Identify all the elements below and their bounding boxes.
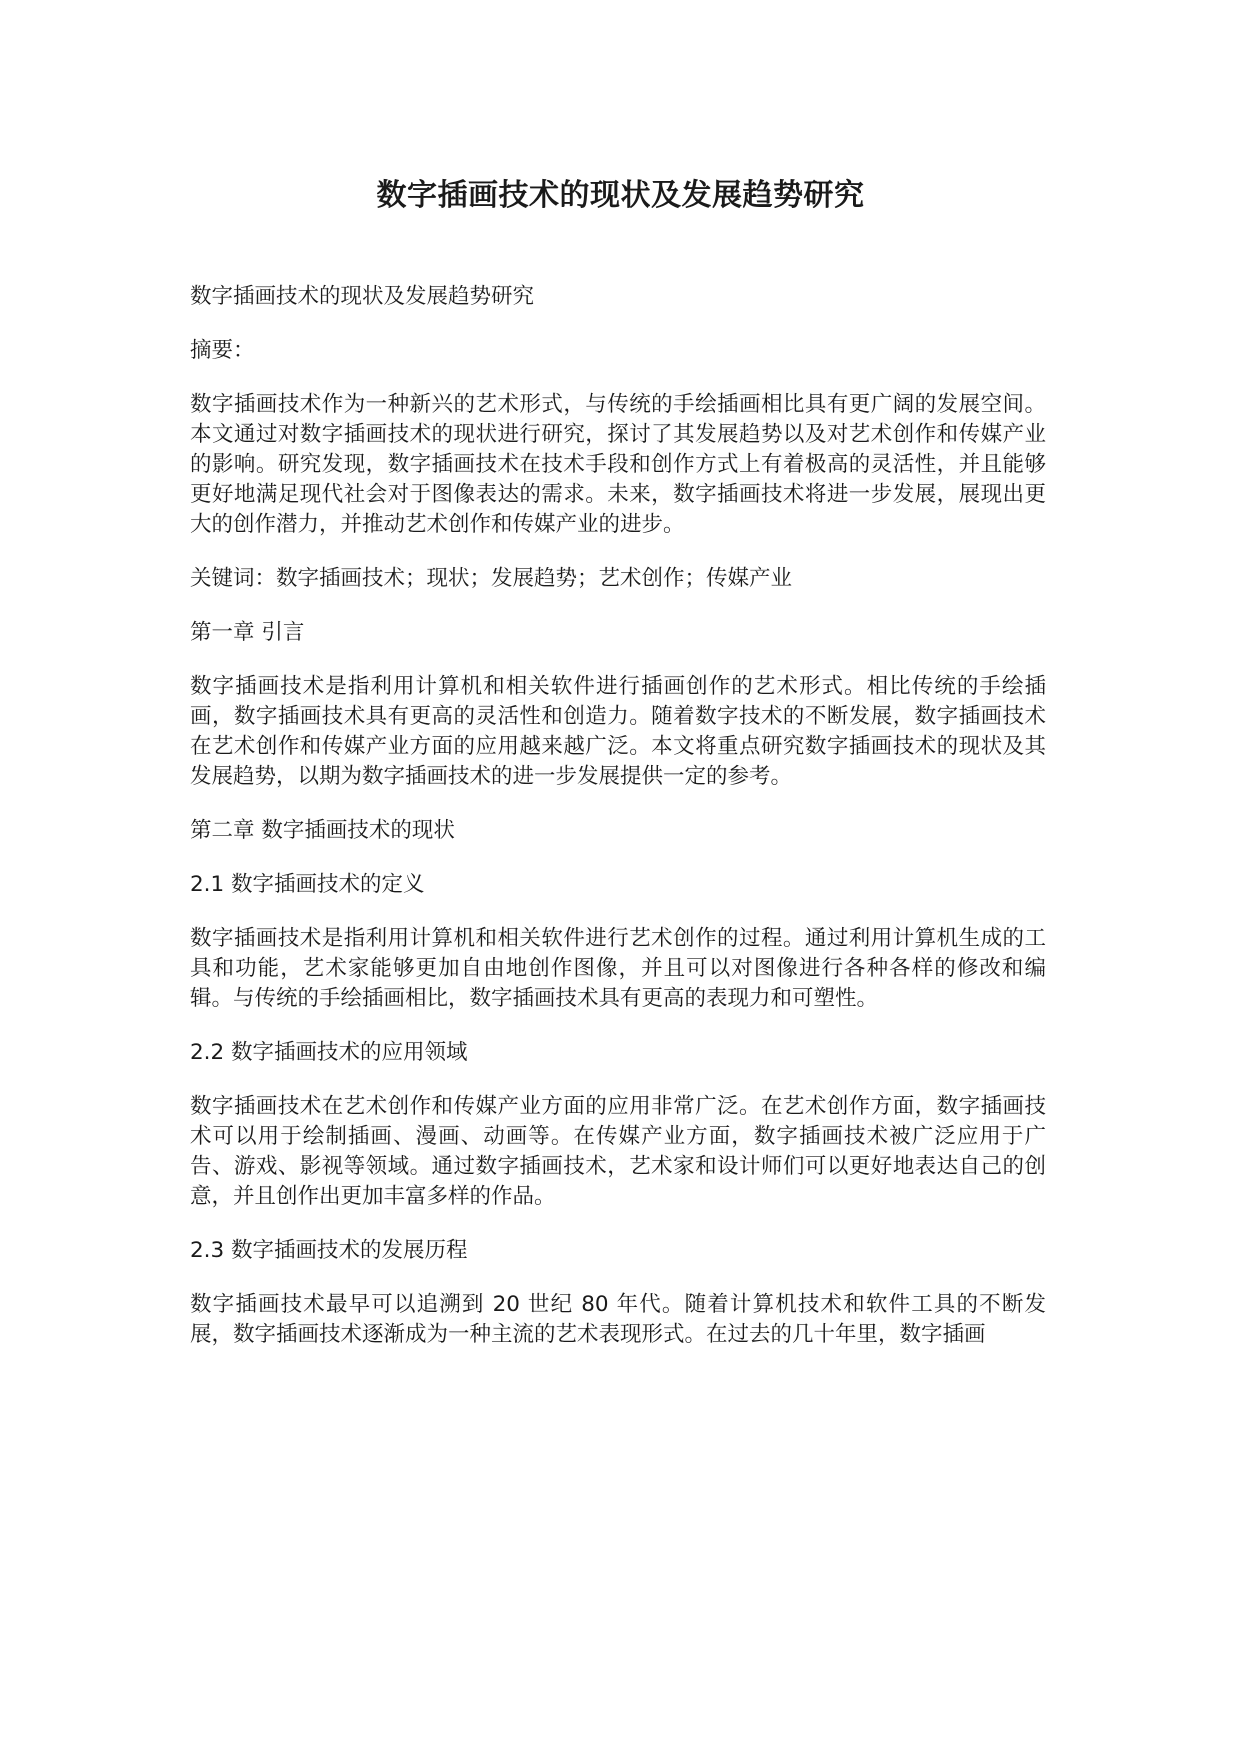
paragraph-subtitle: 数字插画技术的现状及发展趋势研究: [190, 284, 535, 309]
paragraph-abstract-heading: 摘要：: [190, 338, 255, 363]
document-title: 数字插画技术的现状及发展趋势研究: [376, 178, 865, 213]
paragraph-abstract: 数字插画技术作为一种新兴的艺术形式，与传统的手绘插画相比具有更广阔的发展空间。本文通过对数字插画技术的现状进行研究，探讨了其发展趋势以及对艺术创作和传媒产业的影响。研究发现，数字插画技术在技术手段和创作方式上有着极高的灵活性，并且能够更好地满足现代社会对于图像表达的需求。未来，数字插画技术将进一步发展，展现出更大的创作潜力，并推动艺术创作和传媒产业的进步。: [190, 392, 1046, 537]
heading-section-2-2: 2.2 数字插画技术的应用领域: [190, 1040, 468, 1065]
heading-section-2-3: 2.3 数字插画技术的发展历程: [190, 1238, 468, 1263]
document-body: [190, 282, 1046, 1374]
paragraph-keywords: 关键词：数字插画技术；现状；发展趋势；艺术创作；传媒产业: [190, 566, 793, 591]
heading-chapter-2: 第二章 数字插画技术的现状: [190, 818, 455, 843]
heading-chapter-1: 第一章 引言: [190, 620, 305, 645]
paragraph-definition: 数字插画技术是指利用计算机和相关软件进行艺术创作的过程。通过利用计算机生成的工具和功能，艺术家能够更加自由地创作图像，并且可以对图像进行各种各样的修改和编辑。与传统的手绘插画相比，数字插画技术具有更高的表现力和可塑性。: [190, 926, 1046, 1011]
paragraph-applications: 数字插画技术在艺术创作和传媒产业方面的应用非常广泛。在艺术创作方面，数字插画技术可以用于绘制插画、漫画、动画等。在传媒产业方面，数字插画技术被广泛应用于广告、游戏、影视等领域。通过数字插画技术，艺术家和设计师们可以更好地表达自己的创意，并且创作出更加丰富多样的作品。: [190, 1094, 1046, 1209]
paragraph-intro: 数字插画技术是指利用计算机和相关软件进行插画创作的艺术形式。相比传统的手绘插画，数字插画技术具有更高的灵活性和创造力。随着数字技术的不断发展，数字插画技术在艺术创作和传媒产业方面的应用越来越广泛。本文将重点研究数字插画技术的现状及其发展趋势，以期为数字插画技术的进一步发展提供一定的参考。: [190, 674, 1046, 789]
heading-section-2-1: 2.1 数字插画技术的定义: [190, 872, 425, 897]
paragraph-history: 数字插画技术最早可以追溯到 20 世纪 80 年代。随着计算机技术和软件工具的不断发展，数字插画技术逐渐成为一种主流的艺术表现形式。在过去的几十年里，数字插画: [190, 1292, 1046, 1347]
